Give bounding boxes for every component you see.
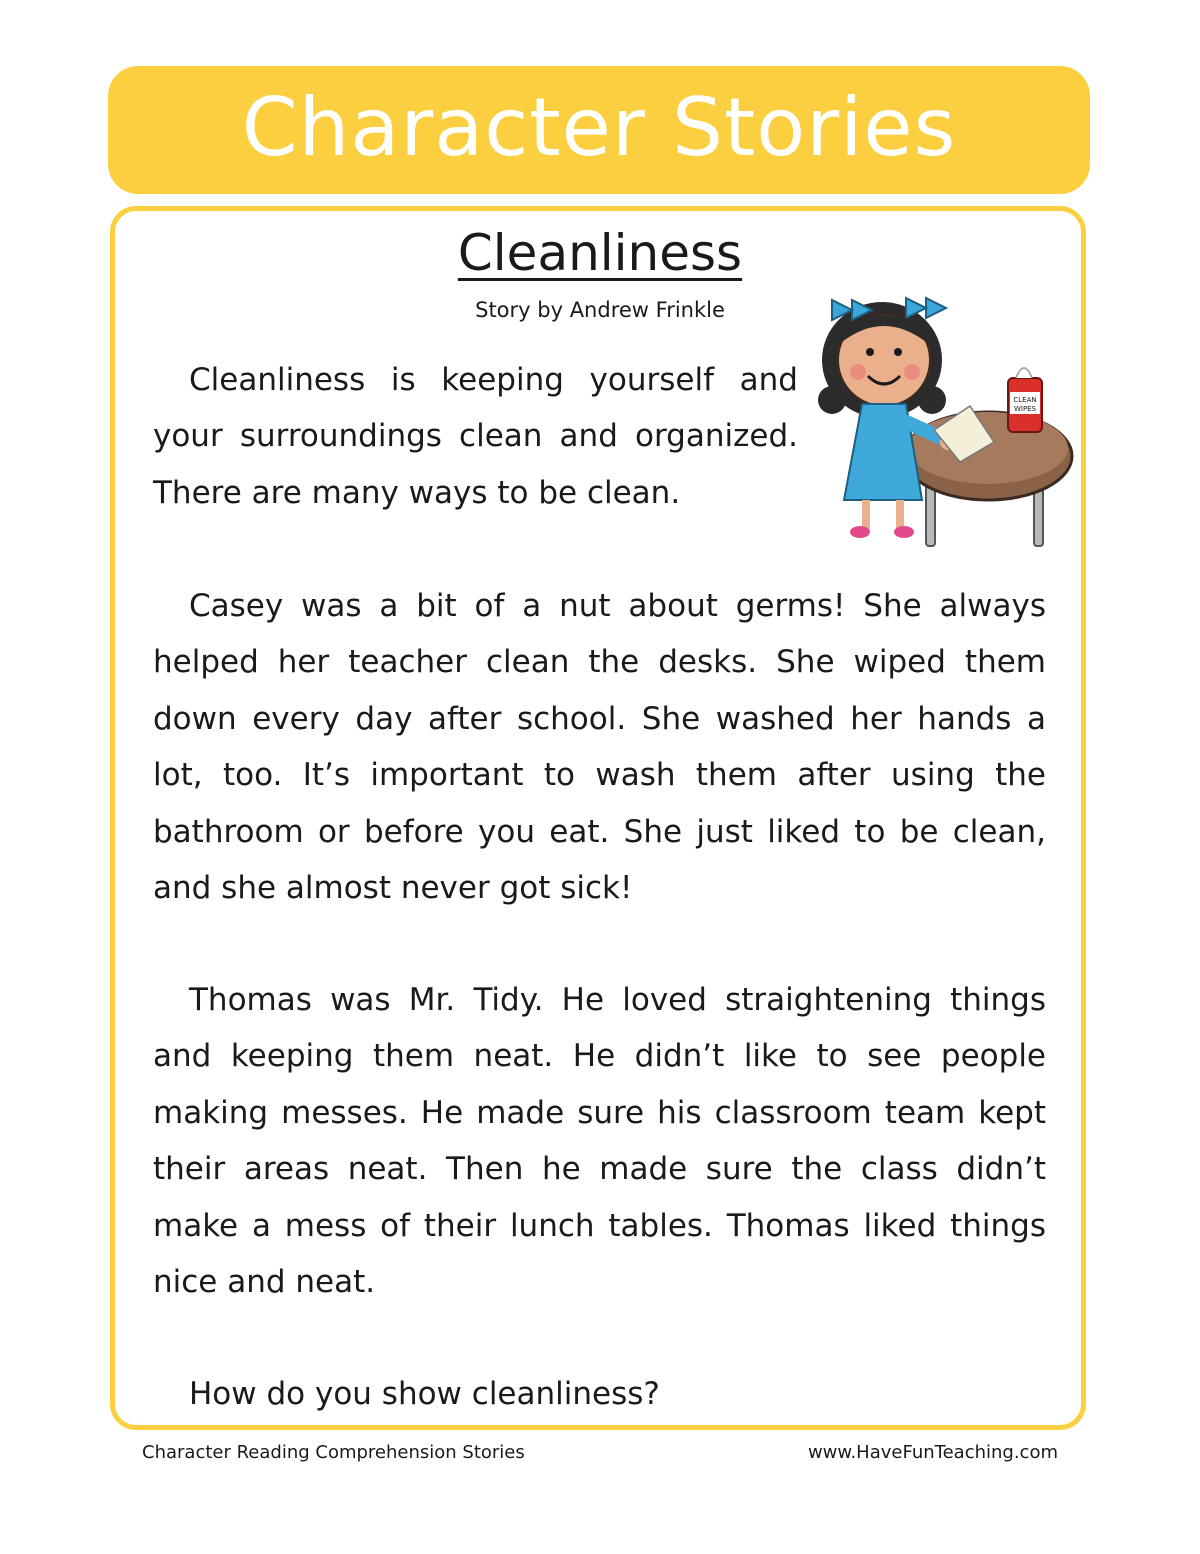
story-title-wrapper [0, 226, 1200, 281]
shoe-right [894, 526, 914, 538]
wipes-label-line2: WIPES [1013, 405, 1037, 413]
table-surface [908, 412, 1068, 484]
bow-right [906, 298, 946, 318]
girl-cleaning-table-illustration [818, 280, 1074, 552]
story-paragraph-2: Casey was a bit of a nut about germs! She always helped her teacher clean the desks. She wiped them down every day after school. She washed her hands a lot, too. It’s important to wash them after using the bathroom or before you eat. She just liked to be clean, and she almost never got sick! [153, 588, 1046, 907]
story-paragraph-3: Thomas was Mr. Tidy. He loved straightening things and keeping them neat. He didn’t like to see people making messes. He made sure his classroom team kept their areas neat. Then he made sure the class didn’t make a mess of their lunch tables. Thomas liked things nice and neat. [153, 982, 1046, 1301]
shoe-left [850, 526, 870, 538]
footer-series-name: Character Reading Comprehension Stories [142, 1442, 525, 1463]
story-title: Cleanliness [457, 224, 743, 282]
page-title: Character Stories [241, 81, 957, 174]
header-banner [108, 66, 1090, 194]
wipes-label-line1: CLEAN [1013, 396, 1037, 404]
story-author: Story by Andrew Frinkle [475, 298, 725, 322]
footer-website-link[interactable]: www.HaveFunTeaching.com [807, 1442, 1058, 1463]
story-paragraph-1: Cleanliness is keeping yourself and your surroundings clean and organized. There are many ways to be clean. [153, 362, 798, 511]
story-question: How do you show cleanliness? [189, 1376, 660, 1412]
